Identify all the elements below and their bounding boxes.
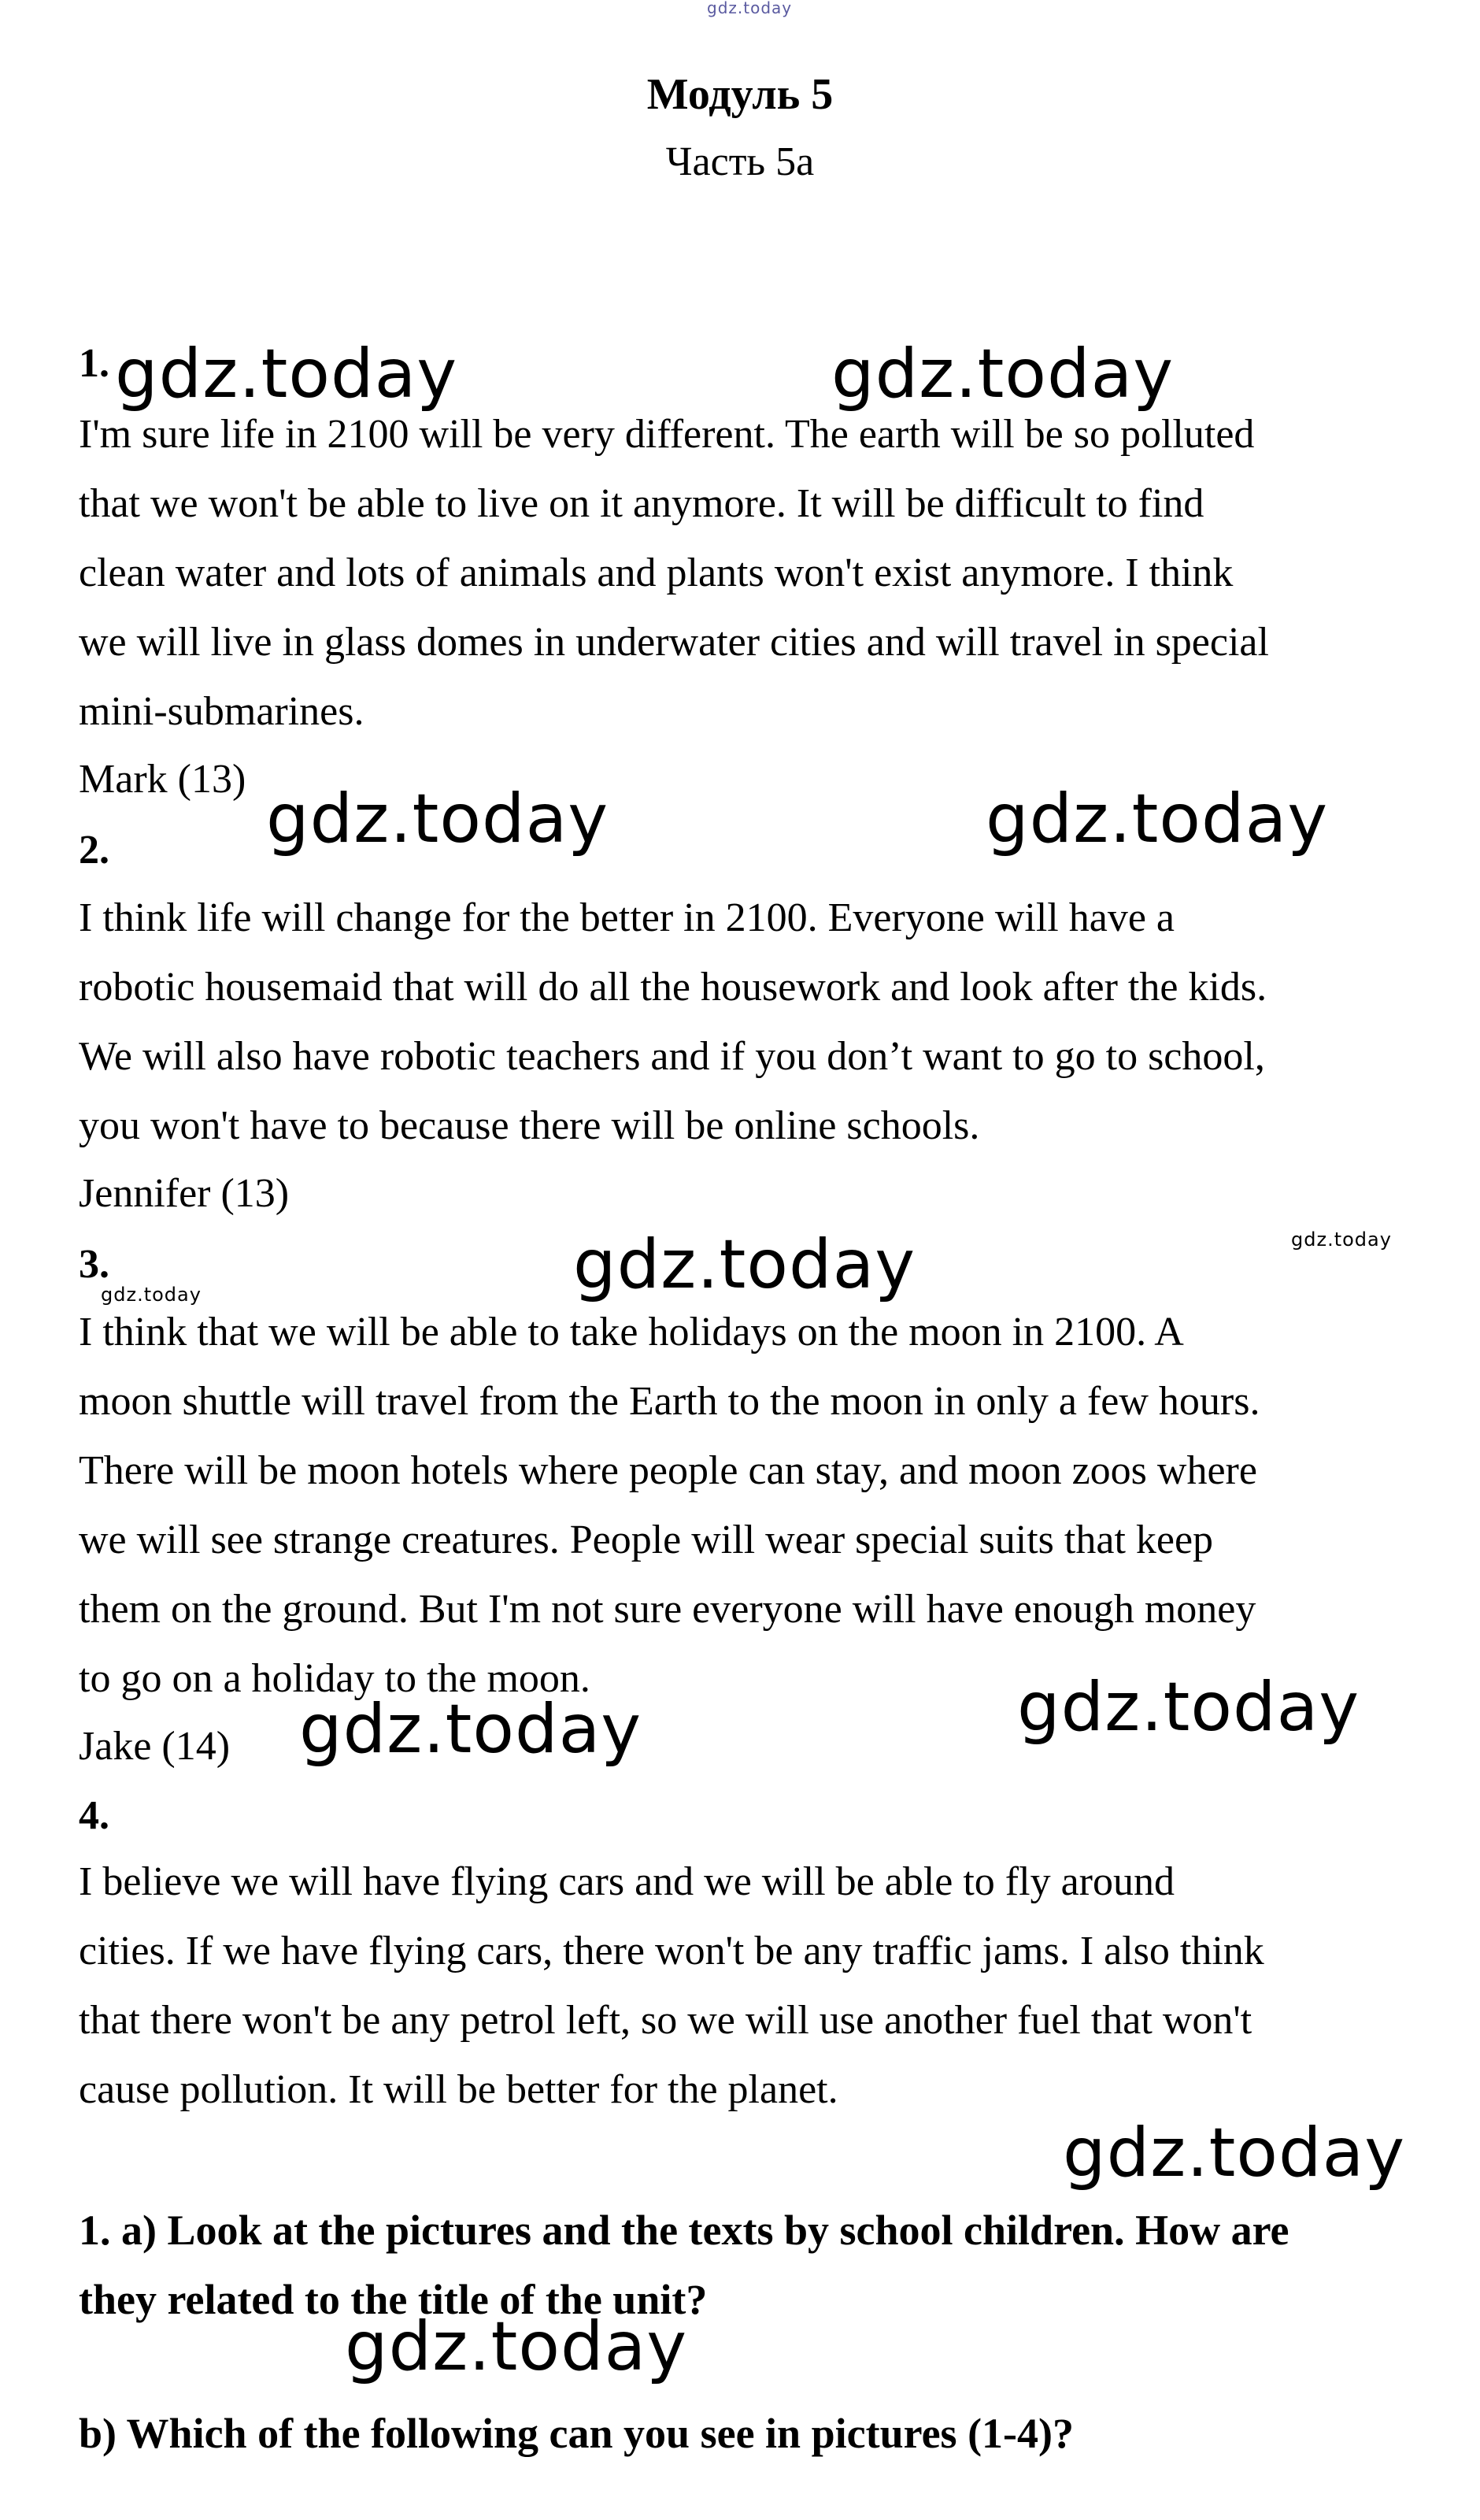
watermark: gdz.today	[266, 780, 609, 858]
watermark: gdz.today	[1291, 1228, 1392, 1251]
watermark: gdz.today	[573, 1225, 916, 1304]
watermark: gdz.today	[101, 1284, 202, 1306]
text-3-line: There will be moon hotels where people can stay, and moon zoos where	[79, 1448, 1257, 1493]
text-2-line: robotic housemaid that will do all the housework and look after the kids.	[79, 965, 1267, 1010]
text-4-line: cause pollution. It will be better for the planet.	[79, 2067, 838, 2112]
text-4-number: 4.	[79, 1793, 109, 1838]
text-1-line: mini-submarines.	[79, 689, 364, 734]
text-2-line: We will also have robotic teachers and if you don’t want to go to school,	[79, 1034, 1265, 1079]
text-3-line: moon shuttle will travel from the Earth to the moon in only a few hours.	[79, 1379, 1260, 1424]
text-1-line: I'm sure life in 2100 will be very different. The earth will be so polluted	[79, 412, 1255, 457]
text-1-author: Mark (13)	[79, 757, 246, 802]
text-3-line: them on the ground. But I'm not sure everyone will have enough money	[79, 1587, 1256, 1632]
text-1-line: we will live in glass domes in underwater cities and will travel in special	[79, 620, 1269, 665]
watermark: gdz.today	[299, 1690, 642, 1769]
text-4-line: that there won't be any petrol left, so we will use another fuel that won't	[79, 1998, 1252, 2043]
text-3-line: I think that we will be able to take holidays on the moon in 2100. A	[79, 1310, 1184, 1354]
watermark: gdz.today	[115, 335, 458, 413]
text-1-number: 1.	[79, 341, 109, 386]
watermark: gdz.today	[986, 780, 1329, 858]
task-1a-line: 1. a) Look at the pictures and the texts by school children. How are	[79, 2207, 1289, 2254]
text-4-line: I believe we will have flying cars and we will be able to fly around	[79, 1859, 1175, 1904]
watermark: gdz.today	[1063, 2114, 1406, 2192]
text-2-line: I think life will change for the better in 2100. Everyone will have a	[79, 895, 1175, 940]
text-3-number: 3.	[79, 1242, 109, 1287]
page-subtitle: Часть 5a	[665, 139, 815, 184]
text-2-number: 2.	[79, 828, 109, 873]
text-1-line: that we won't be able to live on it anymore. It will be difficult to find	[79, 481, 1204, 526]
text-3-author: Jake (14)	[79, 1724, 231, 1769]
text-3-line: we will see strange creatures. People will wear special suits that keep	[79, 1518, 1214, 1562]
page-title: Модуль 5	[646, 70, 834, 119]
task-1b: b) Which of the following can you see in pictures (1-4)?	[79, 2410, 1075, 2457]
watermark: gdz.today	[831, 335, 1175, 413]
text-3-line: to go on a holiday to the moon.	[79, 1656, 590, 1701]
task-1a-line: they related to the title of the unit?	[79, 2276, 708, 2323]
text-2-line: you won't have to because there will be online schools.	[79, 1103, 980, 1148]
text-1-line: clean water and lots of animals and plants won't exist anymore. I think	[79, 550, 1234, 595]
text-4-line: cities. If we have flying cars, there won't be any traffic jams. I also think	[79, 1929, 1264, 1973]
watermark: gdz.today	[1017, 1668, 1360, 1747]
text-2-author: Jennifer (13)	[79, 1171, 290, 1216]
watermark: gdz.today	[345, 2307, 688, 2386]
watermark-top: gdz.today	[707, 0, 793, 17]
